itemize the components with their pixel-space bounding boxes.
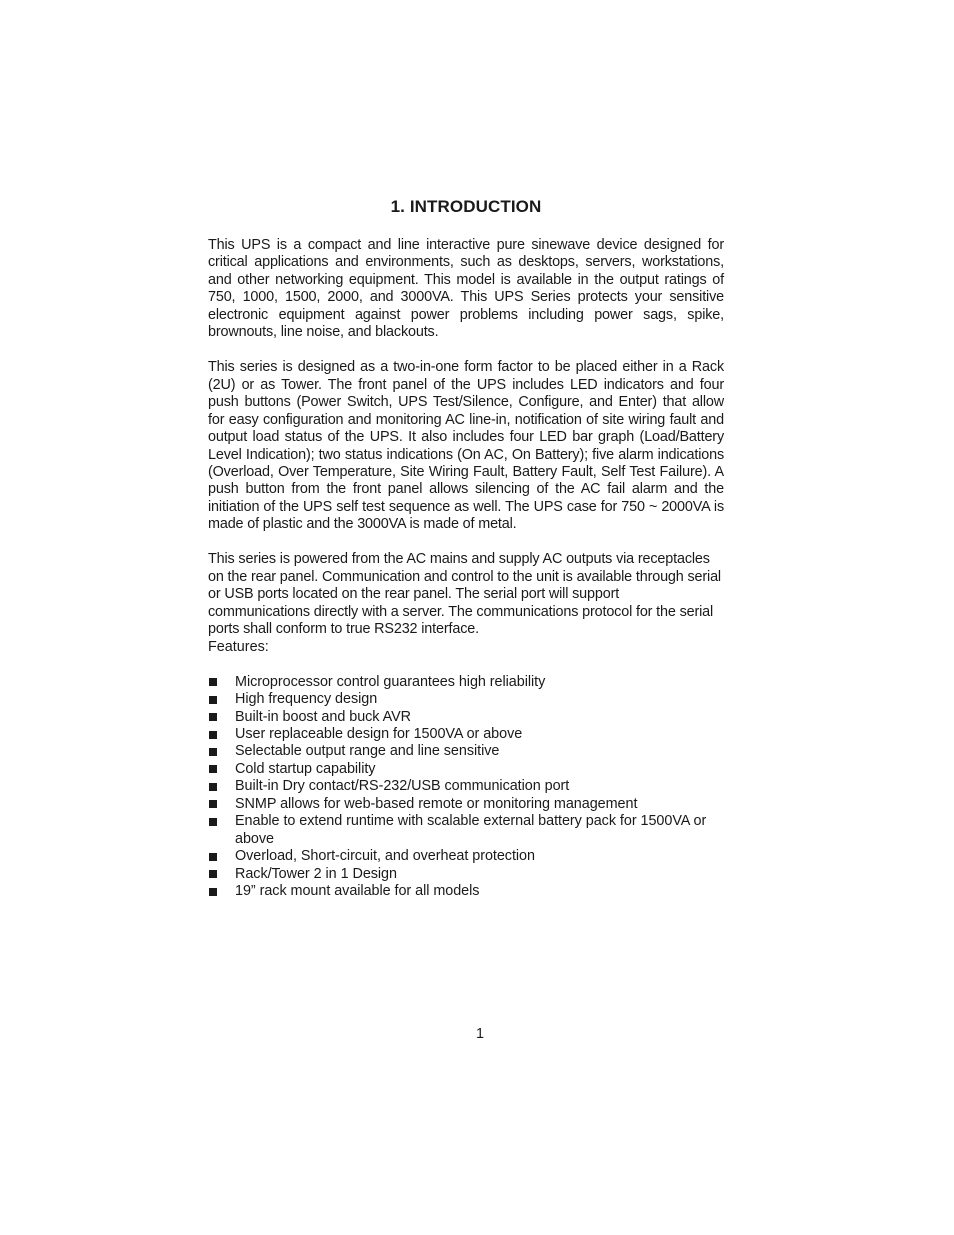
intro-paragraph: This UPS is a compact and line interactive pure sinewave device designed for critical applications and environments, such as desktops, servers, workstations, and other networking equipment. This model is available in the output ratings of 750, 1000, 1500, 2000, and 3000VA. This UPS Series protects your sensitive electronic equipment against power problems including power sags, spike, brownouts, line noise, and blackouts. [208, 237, 724, 341]
feature-item [208, 866, 724, 883]
square-bullet-icon [209, 783, 217, 791]
feature-text: Cold startup capability [235, 760, 376, 777]
feature-text: Selectable output range and line sensitive [235, 743, 500, 760]
page-content [208, 196, 724, 901]
feature-item [208, 674, 724, 691]
features-label: Features: [208, 638, 269, 655]
square-bullet-icon [209, 818, 217, 826]
feature-text: Overload, Short-circuit, and overheat protection [235, 848, 535, 865]
feature-text: High frequency design [235, 691, 378, 708]
feature-item [208, 883, 724, 900]
square-bullet-icon [209, 800, 217, 808]
square-bullet-icon [209, 696, 217, 704]
page-number: 1 [475, 1026, 484, 1042]
square-bullet-icon [209, 888, 217, 896]
square-bullet-icon [209, 748, 217, 756]
section-title: 1. INTRODUCTION [390, 197, 542, 216]
feature-text: SNMP allows for web-based remote or monitoring management [235, 795, 638, 812]
square-bullet-icon [209, 731, 217, 739]
feature-text: 19” rack mount available for all models [235, 883, 480, 900]
feature-text: Rack/Tower 2 in 1 Design [235, 865, 397, 882]
feature-text: Built-in boost and buck AVR [235, 708, 411, 725]
feature-text: User replaceable design for 1500VA or above [235, 726, 523, 743]
feature-item [208, 691, 724, 708]
power-paragraph: This series is powered from the AC mains and supply AC outputs via receptacles on the rear panel. Communication and control to the unit is available through serial or USB ports located on the rear panel. The serial port will support communications directly with a server. The communications protocol for the serial ports shall conform to true RS232 interface. [208, 551, 721, 638]
design-paragraph: This series is designed as a two-in-one form factor to be placed either in a Rack (2U) or as Tower. The front panel of the UPS includes LED indicators and four push buttons (Power Switch, UPS Test/Silence, Configure, and Enter) that allow for easy configuration and monitoring AC line-in, notification of site wiring fault and output load status of the UPS. It also includes four LED bar graph (Load/Battery Level Indication); two status indications (On AC, On Battery); five alarm indications (Overload, Over Temperature, Site Wiring Fault, Battery Fault, Self Test Failure). A push button from the front panel allows silencing of the AC fail alarm and the initiation of the UPS self test sequence as well. The UPS case for 750 ~ 2000VA is made of plastic and the 3000VA is made of metal. [208, 359, 724, 533]
feature-item [208, 726, 724, 743]
feature-item [208, 813, 724, 848]
feature-item [208, 709, 724, 726]
feature-item [208, 743, 724, 760]
square-bullet-icon [209, 765, 217, 773]
square-bullet-icon [209, 678, 217, 686]
square-bullet-icon [209, 870, 217, 878]
features-list [208, 674, 724, 901]
feature-text: Built-in Dry contact/RS-232/USB communication port [235, 778, 570, 795]
feature-text: Microprocessor control guarantees high reliability [235, 673, 546, 690]
feature-item [208, 796, 724, 813]
square-bullet-icon [209, 853, 217, 861]
square-bullet-icon [209, 713, 217, 721]
feature-item [208, 848, 724, 865]
feature-text: Enable to extend runtime with scalable external battery pack for 1500VA or above [235, 813, 707, 847]
feature-item [208, 761, 724, 778]
feature-item [208, 778, 724, 795]
